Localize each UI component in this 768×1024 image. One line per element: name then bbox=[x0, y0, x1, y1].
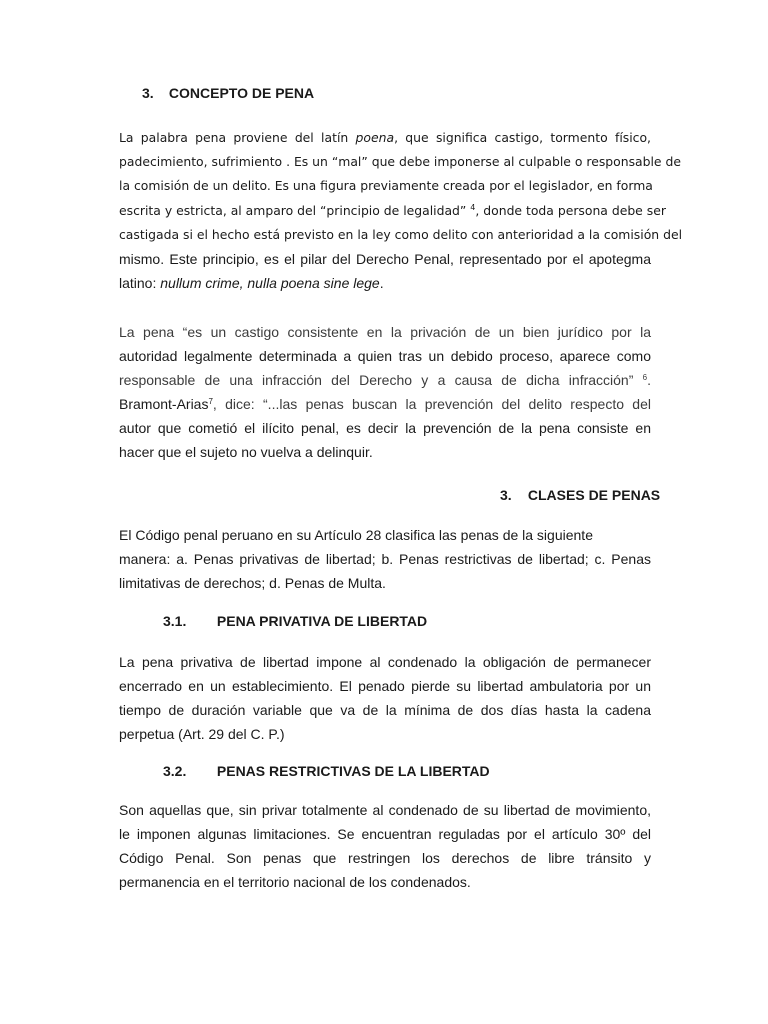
text-span: . bbox=[379, 275, 384, 292]
text-span: La palabra pena proviene del latín bbox=[119, 130, 356, 145]
paragraph-definicion bbox=[119, 320, 651, 464]
section-heading-clases bbox=[500, 487, 660, 503]
paragraph-line: padecimiento, sufrimiento . Es un “mal” que debe imponerse al culpable o responsable de bbox=[119, 154, 681, 170]
section-title: PENA PRIVATIVA DE LIBERTAD bbox=[216, 613, 428, 629]
paragraph-line: perpetua (Art. 29 del C. P.) bbox=[119, 726, 285, 742]
section-heading-privativa bbox=[163, 613, 427, 629]
paragraph-line: tiempo de duración variable que va de la mínima de dos días hasta la cadena bbox=[119, 702, 651, 718]
paragraph-restrictivas bbox=[119, 798, 651, 894]
section-number: 3.1. bbox=[163, 613, 187, 629]
text-span: La pena “es un castigo consistente en la privación de un bien jurídico por la bbox=[119, 324, 651, 340]
paragraph-line bbox=[119, 392, 651, 416]
paragraph-line: autoridad legalmente determinada a quien tras un debido proceso, aparece como bbox=[119, 348, 651, 364]
paragraph-line: hacer que el sujeto no vuelva a delinquir. bbox=[119, 444, 373, 460]
footnote-marker: 6 bbox=[642, 373, 648, 382]
paragraph-line: autor que cometió el ilícito penal, es decir la prevención de la pena consiste en bbox=[119, 420, 651, 436]
paragraph-line: le imponen algunas limitaciones. Se encuentran reguladas por el artículo 30º del bbox=[119, 826, 651, 842]
author-name: Bramont-Arias bbox=[119, 396, 209, 412]
paragraph-privativa bbox=[119, 650, 651, 746]
text-span: escrita y estricta, al amparo del “principio de legalidad” bbox=[119, 202, 471, 218]
paragraph-line bbox=[119, 320, 651, 344]
paragraph-line: manera: a. Penas privativas de libertad; b. Penas restrictivas de libertad; c. Penas bbox=[119, 551, 651, 567]
paragraph-line bbox=[119, 199, 666, 223]
footnote-marker: 7 bbox=[208, 397, 213, 406]
section-number: 3. bbox=[500, 487, 512, 503]
section-title: PENAS RESTRICTIVAS DE LA LIBERTAD bbox=[216, 763, 490, 779]
text-span: . bbox=[647, 372, 651, 388]
paragraph-line bbox=[119, 368, 651, 392]
paragraph-line: la comisión de un delito. Es una figura previamente creada por el legislador, en forma bbox=[119, 178, 653, 194]
section-heading-concepto bbox=[142, 85, 314, 101]
paragraph-clases bbox=[119, 523, 651, 595]
paragraph-line: La pena privativa de libertad impone al condenado la obligación de permanecer bbox=[119, 654, 651, 670]
paragraph-line: limitativas de derechos; d. Penas de Multa. bbox=[119, 575, 386, 591]
section-title: CLASES DE PENAS bbox=[527, 487, 661, 503]
section-number: 3. bbox=[142, 85, 154, 101]
section-number: 3.2. bbox=[163, 763, 187, 779]
paragraph-line bbox=[119, 271, 651, 295]
footnote-marker: 4 bbox=[470, 202, 476, 212]
text-span: , dice: “...las penas buscan la prevención del delito respecto del bbox=[212, 396, 651, 412]
paragraph-line: mismo. Este principio, es el pilar del Derecho Penal, representado por el apotegma bbox=[119, 251, 651, 268]
latin-term: poena bbox=[355, 130, 395, 145]
paragraph-line: castigada si el hecho está previsto en la ley como delito con anterioridad a la comisión del bbox=[119, 226, 683, 242]
latin-maxim: nullum crime, nulla poena sine lege bbox=[160, 275, 380, 292]
section-heading-restrictivas bbox=[163, 763, 490, 779]
paragraph-line bbox=[119, 126, 651, 150]
text-span: latino: bbox=[119, 275, 161, 292]
text-span: responsable de una infracción del Derecho y a causa de dicha infracción” bbox=[119, 372, 643, 388]
paragraph-line: El Código penal peruano en su Artículo 28 clasifica las penas de la siguiente bbox=[119, 527, 593, 543]
paragraph-line: encerrado en un establecimiento. El penado pierde su libertad ambulatoria por un bbox=[119, 678, 651, 694]
paragraph-line: Código Penal. Son penas que restringen los derechos de libre tránsito y bbox=[119, 850, 651, 866]
text-span: , que significa castigo, tormento físico, bbox=[394, 130, 651, 145]
paragraph-line: permanencia en el territorio nacional de los condenados. bbox=[119, 874, 471, 890]
paragraph-line: Son aquellas que, sin privar totalmente al condenado de su libertad de movimiento, bbox=[119, 802, 651, 818]
section-title: CONCEPTO DE PENA bbox=[168, 85, 315, 101]
paragraph-concepto bbox=[119, 126, 683, 295]
text-span: , donde toda persona debe ser bbox=[475, 202, 666, 218]
